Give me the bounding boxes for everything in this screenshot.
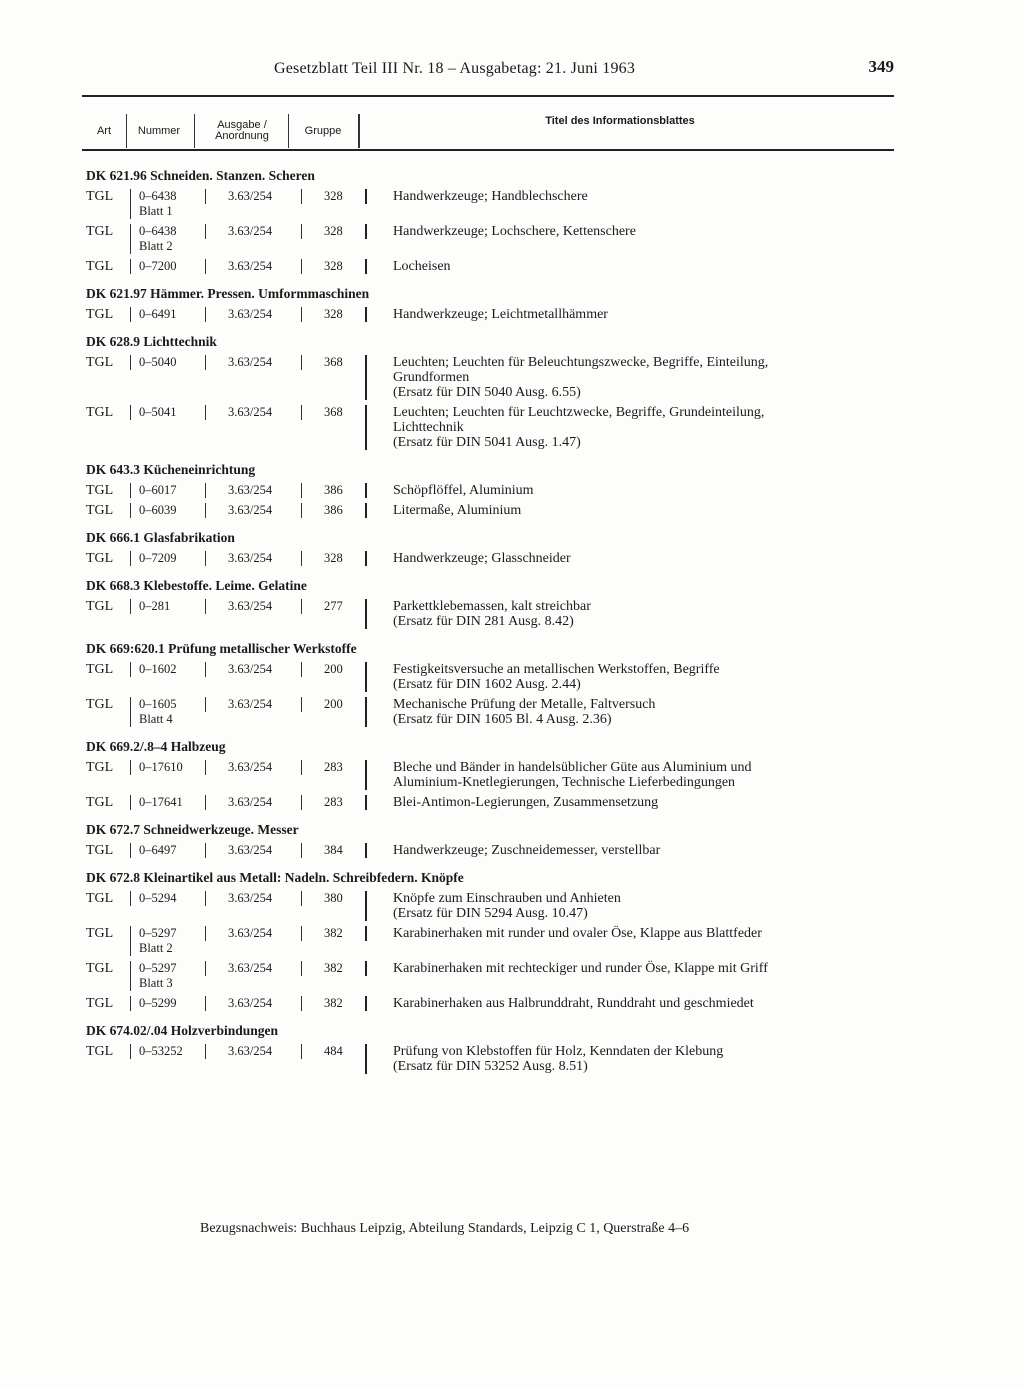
nummer-cell xyxy=(130,697,205,727)
section-title: DK 621.96 Schneiden. Stanzen. Scheren xyxy=(86,168,315,183)
table-row xyxy=(82,405,894,450)
art-cell: TGL xyxy=(86,259,114,274)
table-row xyxy=(82,1044,894,1074)
titel-line: Locheisen xyxy=(393,259,451,274)
art-cell: TGL xyxy=(86,355,114,370)
nummer-line: 0–6491 xyxy=(139,307,177,321)
nummer-line: 0–6438 xyxy=(139,189,177,203)
art-cell: TGL xyxy=(86,760,114,775)
nummer-cell xyxy=(130,189,205,219)
art-cell: TGL xyxy=(86,1044,114,1059)
gruppe-cell: 200 xyxy=(301,697,365,712)
titel-cell xyxy=(365,259,894,274)
ausgabe-cell: 3.63/254 xyxy=(205,224,301,239)
ausgabe-cell: 3.63/254 xyxy=(205,405,301,420)
page-number: 349 xyxy=(868,57,894,76)
column-divider xyxy=(194,114,195,148)
section-title: DK 643.3 Kücheneinrichtung xyxy=(86,462,256,477)
titel-line: Leuchten; Leuchten für Leuchtzwecke, Begriffe, Grundeinteilung, xyxy=(393,405,765,420)
nummer-line: Blatt 4 xyxy=(139,712,173,726)
ausgabe-cell: 3.63/254 xyxy=(205,843,301,858)
art-cell: TGL xyxy=(86,843,114,858)
section-title: DK 666.1 Glasfabrikation xyxy=(86,530,235,545)
table-row xyxy=(82,926,894,956)
titel-line: Handwerkzeuge; Leichtmetallhämmer xyxy=(393,307,608,322)
section-title: DK 672.8 Kleinartikel aus Metall: Nadeln. Schreibfedern. Knöpfe xyxy=(86,870,464,885)
titel-cell xyxy=(365,926,894,941)
table-row xyxy=(82,843,894,858)
titel-line: Mechanische Prüfung der Metalle, Faltversuch xyxy=(393,697,656,712)
nummer-cell xyxy=(130,259,205,274)
gruppe-cell: 328 xyxy=(301,259,365,274)
gruppe-cell: 484 xyxy=(301,1044,365,1059)
nummer-line: 0–5297 xyxy=(139,926,177,940)
ausgabe-cell: 3.63/254 xyxy=(205,189,301,204)
column-header-rule xyxy=(82,149,894,151)
ausgabe-cell: 3.63/254 xyxy=(205,891,301,906)
titel-cell xyxy=(365,961,894,976)
titel-line: Karabinerhaken mit runder und ovaler Öse, Klappe aus Blattfeder xyxy=(393,926,762,941)
gruppe-cell: 328 xyxy=(301,189,365,204)
dk-section xyxy=(82,462,894,518)
ausgabe-cell: 3.63/254 xyxy=(205,259,301,274)
titel-line: (Ersatz für DIN 5040 Ausg. 6.55) xyxy=(393,385,581,400)
art-cell: TGL xyxy=(86,224,114,239)
ausgabe-cell: 3.63/254 xyxy=(205,599,301,614)
nummer-cell xyxy=(130,843,205,858)
nummer-cell xyxy=(130,355,205,370)
titel-line: (Ersatz für DIN 1605 Bl. 4 Ausg. 2.36) xyxy=(393,712,612,727)
gruppe-cell: 328 xyxy=(301,307,365,322)
section-title: DK 669:620.1 Prüfung metallischer Werkstoffe xyxy=(86,641,357,656)
section-title: DK 672.7 Schneidwerkzeuge. Messer xyxy=(86,822,299,837)
titel-cell xyxy=(365,1044,894,1074)
art-cell: TGL xyxy=(86,551,114,566)
nummer-cell xyxy=(130,599,205,614)
nummer-line: 0–17641 xyxy=(139,795,183,809)
nummer-cell xyxy=(130,503,205,518)
section-title: DK 628.9 Lichttechnik xyxy=(86,334,217,349)
titel-line: (Ersatz für DIN 53252 Ausg. 8.51) xyxy=(393,1059,588,1074)
titel-line: Lichttechnik xyxy=(393,420,464,435)
table-row xyxy=(82,307,894,322)
nummer-cell xyxy=(130,1044,205,1059)
table-row xyxy=(82,996,894,1011)
gruppe-cell: 382 xyxy=(301,926,365,941)
titel-line: (Ersatz für DIN 5294 Ausg. 10.47) xyxy=(393,906,588,921)
titel-line: Handwerkzeuge; Glasschneider xyxy=(393,551,571,566)
nummer-line: 0–5041 xyxy=(139,405,177,419)
gruppe-cell: 386 xyxy=(301,503,365,518)
section-title: DK 621.97 Hämmer. Pressen. Umformmaschinen xyxy=(86,286,370,301)
titel-cell xyxy=(365,599,894,629)
table-row xyxy=(82,961,894,991)
titel-cell xyxy=(365,996,894,1011)
dk-section xyxy=(82,530,894,566)
nummer-line: 0–6039 xyxy=(139,503,177,517)
dk-section xyxy=(82,739,894,810)
nummer-line: Blatt 3 xyxy=(139,976,173,990)
ausgabe-cell: 3.63/254 xyxy=(205,355,301,370)
nummer-line: 0–5294 xyxy=(139,891,177,905)
table-row xyxy=(82,189,894,219)
table-row xyxy=(82,483,894,498)
gruppe-cell: 386 xyxy=(301,483,365,498)
nummer-cell xyxy=(130,926,205,956)
table-row xyxy=(82,259,894,274)
table-row xyxy=(82,795,894,810)
col-titel: Titel des Informationsblattes xyxy=(545,115,695,127)
table-row xyxy=(82,599,894,629)
titel-line: Handwerkzeuge; Handblechschere xyxy=(393,189,588,204)
art-cell: TGL xyxy=(86,961,114,976)
titel-line: Parkettklebemassen, kalt streichbar xyxy=(393,599,591,614)
table-row xyxy=(82,662,894,692)
table-row xyxy=(82,224,894,254)
nummer-line: 0–1602 xyxy=(139,662,177,676)
gruppe-cell: 283 xyxy=(301,795,365,810)
art-cell: TGL xyxy=(86,697,114,712)
titel-line: Grundformen xyxy=(393,370,470,385)
dk-section xyxy=(82,578,894,629)
nummer-line: 0–17610 xyxy=(139,760,183,774)
nummer-cell xyxy=(130,307,205,322)
table-row xyxy=(82,551,894,566)
titel-line: Aluminium-Knetlegierungen, Technische Lieferbedingungen xyxy=(393,775,736,790)
titel-cell xyxy=(365,405,894,450)
gruppe-cell: 382 xyxy=(301,996,365,1011)
titel-cell xyxy=(365,307,894,322)
nummer-line: 0–5297 xyxy=(139,961,177,975)
table-row xyxy=(82,355,894,400)
header-rule xyxy=(82,95,894,97)
titel-line: Handwerkzeuge; Zuschneidemesser, verstellbar xyxy=(393,843,661,858)
titel-line: Bleche und Bänder in handelsüblicher Güte aus Aluminium und xyxy=(393,760,752,775)
titel-cell xyxy=(365,697,894,727)
table-row xyxy=(82,697,894,727)
titel-line: Karabinerhaken aus Halbrunddraht, Runddraht und geschmiedet xyxy=(393,996,754,1011)
titel-line: (Ersatz für DIN 1602 Ausg. 2.44) xyxy=(393,677,581,692)
nummer-line: 0–281 xyxy=(139,599,171,613)
nummer-line: 0–6438 xyxy=(139,224,177,238)
table-row xyxy=(82,503,894,518)
ausgabe-cell: 3.63/254 xyxy=(205,503,301,518)
titel-line: (Ersatz für DIN 281 Ausg. 8.42) xyxy=(393,614,574,629)
art-cell: TGL xyxy=(86,599,114,614)
nummer-line: Blatt 2 xyxy=(139,941,173,955)
nummer-line: 0–6017 xyxy=(139,483,177,497)
art-cell: TGL xyxy=(86,307,114,322)
titel-cell xyxy=(365,355,894,400)
gruppe-cell: 277 xyxy=(301,599,365,614)
nummer-line: 0–5040 xyxy=(139,355,177,369)
nummer-cell xyxy=(130,483,205,498)
dk-section xyxy=(82,870,894,1011)
art-cell: TGL xyxy=(86,795,114,810)
page xyxy=(82,52,894,1074)
table-row xyxy=(82,891,894,921)
nummer-cell xyxy=(130,551,205,566)
titel-cell xyxy=(365,843,894,858)
titel-cell xyxy=(365,503,894,518)
section-title: DK 668.3 Klebestoffe. Leime. Gelatine xyxy=(86,578,307,593)
titel-cell xyxy=(365,891,894,921)
col-nummer: Nummer xyxy=(137,124,181,137)
dk-section xyxy=(82,334,894,450)
header-title: Gesetzblatt Teil III Nr. 18 – Ausgabetag: 21. Juni 1963 xyxy=(274,60,636,77)
ausgabe-cell: 3.63/254 xyxy=(205,961,301,976)
gruppe-cell: 368 xyxy=(301,405,365,420)
ausgabe-cell: 3.63/254 xyxy=(205,307,301,322)
col-ausgabe: Ausgabe / Anordnung xyxy=(215,119,269,142)
titel-cell xyxy=(365,483,894,498)
gruppe-cell: 382 xyxy=(301,961,365,976)
nummer-cell xyxy=(130,795,205,810)
nummer-line: 0–53252 xyxy=(139,1044,183,1058)
ausgabe-cell: 3.63/254 xyxy=(205,1044,301,1059)
titel-cell xyxy=(365,760,894,790)
nummer-cell xyxy=(130,405,205,420)
art-cell: TGL xyxy=(86,926,114,941)
titel-line: Karabinerhaken mit rechteckiger und runder Öse, Klappe mit Griff xyxy=(393,961,768,976)
ausgabe-cell: 3.63/254 xyxy=(205,795,301,810)
ausgabe-cell: 3.63/254 xyxy=(205,926,301,941)
gruppe-cell: 380 xyxy=(301,891,365,906)
footer-note: Bezugsnachweis: Buchhaus Leipzig, Abteilung Standards, Leipzig C 1, Querstraße 4–6 xyxy=(200,1221,690,1236)
ausgabe-cell: 3.63/254 xyxy=(205,551,301,566)
nummer-cell xyxy=(130,224,205,254)
titel-line: (Ersatz für DIN 5041 Ausg. 1.47) xyxy=(393,435,581,450)
art-cell: TGL xyxy=(86,405,114,420)
nummer-line: 0–1605 xyxy=(139,697,177,711)
titel-line: Schöpflöffel, Aluminium xyxy=(393,483,534,498)
ausgabe-cell: 3.63/254 xyxy=(205,760,301,775)
titel-line: Festigkeitsversuche an metallischen Werkstoffen, Begriffe xyxy=(393,662,720,677)
section-title: DK 674.02/.04 Holzverbindungen xyxy=(86,1023,279,1038)
titel-line: Leuchten; Leuchten für Beleuchtungszwecke, Begriffe, Einteilung, xyxy=(393,355,769,370)
titel-cell xyxy=(365,662,894,692)
dk-section xyxy=(82,286,894,322)
gruppe-cell: 328 xyxy=(301,551,365,566)
titel-line: Prüfung von Klebstoffen für Holz, Kenndaten der Klebung xyxy=(393,1044,724,1059)
nummer-cell xyxy=(130,961,205,991)
art-cell: TGL xyxy=(86,483,114,498)
titel-line: Handwerkzeuge; Lochschere, Kettenschere xyxy=(393,224,636,239)
titel-line: Knöpfe zum Einschrauben und Anhieten xyxy=(393,891,621,906)
ausgabe-cell: 3.63/254 xyxy=(205,996,301,1011)
art-cell: TGL xyxy=(86,891,114,906)
gruppe-cell: 384 xyxy=(301,843,365,858)
ausgabe-cell: 3.63/254 xyxy=(205,483,301,498)
section-title: DK 669.2/.8–4 Halbzeug xyxy=(86,739,226,754)
nummer-cell xyxy=(130,662,205,677)
nummer-line: 0–7200 xyxy=(139,259,177,273)
gruppe-cell: 200 xyxy=(301,662,365,677)
nummer-line: Blatt 1 xyxy=(139,204,173,218)
table-row xyxy=(82,760,894,790)
page-header xyxy=(82,52,894,92)
titel-cell xyxy=(365,224,894,239)
nummer-cell xyxy=(130,891,205,906)
nummer-cell xyxy=(130,760,205,775)
ausgabe-cell: 3.63/254 xyxy=(205,662,301,677)
titel-cell xyxy=(365,795,894,810)
dk-section xyxy=(82,641,894,727)
dk-section xyxy=(82,168,894,274)
titel-cell xyxy=(365,551,894,566)
art-cell: TGL xyxy=(86,189,114,204)
art-cell: TGL xyxy=(86,662,114,677)
nummer-line: 0–5299 xyxy=(139,996,177,1010)
column-headers xyxy=(82,114,894,148)
col-art: Art xyxy=(96,124,112,137)
dk-section xyxy=(82,1023,894,1074)
nummer-cell xyxy=(130,996,205,1011)
ausgabe-cell: 3.63/254 xyxy=(205,697,301,712)
gruppe-cell: 328 xyxy=(301,224,365,239)
nummer-line: Blatt 2 xyxy=(139,239,173,253)
gruppe-cell: 368 xyxy=(301,355,365,370)
art-cell: TGL xyxy=(86,996,114,1011)
nummer-line: 0–6497 xyxy=(139,843,177,857)
titel-line: Blei-Antimon-Legierungen, Zusammensetzung xyxy=(393,795,659,810)
art-cell: TGL xyxy=(86,503,114,518)
titel-line: Litermaße, Aluminium xyxy=(393,503,522,518)
entries xyxy=(82,168,894,1086)
nummer-line: 0–7209 xyxy=(139,551,177,565)
titel-cell xyxy=(365,189,894,204)
dk-section xyxy=(82,822,894,858)
gruppe-cell: 283 xyxy=(301,760,365,775)
col-gruppe: Gruppe xyxy=(304,124,342,137)
